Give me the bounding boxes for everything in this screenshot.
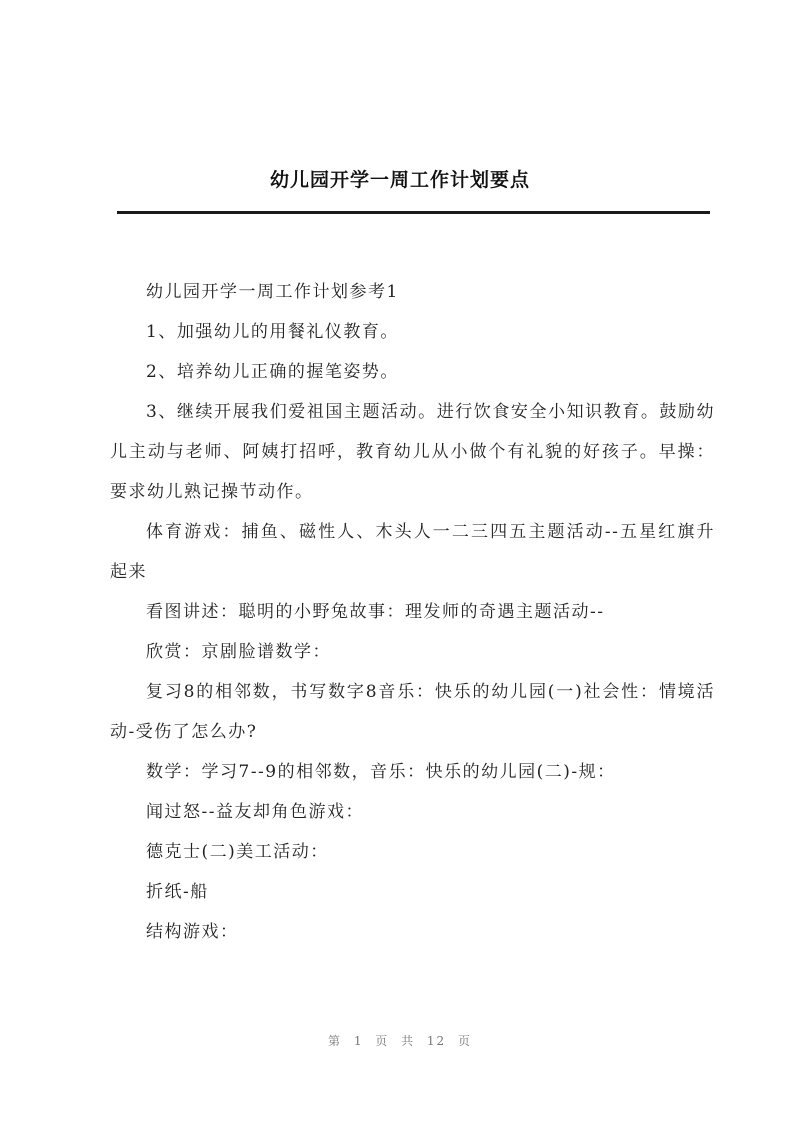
page-title: 幼儿园开学一周工作计划要点: [269, 169, 530, 191]
paragraph-structure-game: 结构游戏：: [146, 922, 239, 942]
page-number-footer: 第 1 页 共 12 页: [328, 1034, 472, 1048]
paragraph-item-3: 3、继续开展我们爱祖国主题活动。进行饮食安全小知识教育。鼓励幼儿主动与老师、阿姨打招呼，教育幼儿从小做个有礼貌的好孩子。早操：要求幼儿熟记操节动作。: [110, 402, 715, 502]
paragraph-origami: 折纸-船: [146, 882, 209, 902]
title-divider: [117, 211, 710, 214]
paragraph-math: 数学：学习7--9的相邻数，音乐：快乐的幼儿园(二)-规：: [146, 762, 616, 782]
paragraph-picture-story: 看图讲述：聪明的小野兔故事：理发师的奇遇主题活动--: [146, 602, 605, 622]
paragraph-item-1: 1、加强幼儿的用餐礼仪教育。: [146, 322, 399, 342]
paragraph-role-play: 闻过怒--益友却角色游戏：: [146, 802, 364, 822]
paragraph-heading: 幼儿园开学一周工作计划参考1: [146, 282, 399, 302]
document-body: [110, 272, 715, 952]
paragraph-art-activity: 德克士(二)美工活动：: [146, 842, 329, 862]
paragraph-sports-games: 体育游戏：捕鱼、磁性人、木头人一二三四五主题活动--五星红旗升起来: [110, 522, 715, 582]
paragraph-item-2: 2、培养幼儿正确的握笔姿势。: [146, 362, 399, 382]
paragraph-review: 复习8的相邻数，书写数字8音乐：快乐的幼儿园(一)社会性：情境活动-受伤了怎么办?: [110, 682, 715, 742]
paragraph-appreciation: 欣赏：京剧脸谱数学：: [146, 642, 331, 662]
